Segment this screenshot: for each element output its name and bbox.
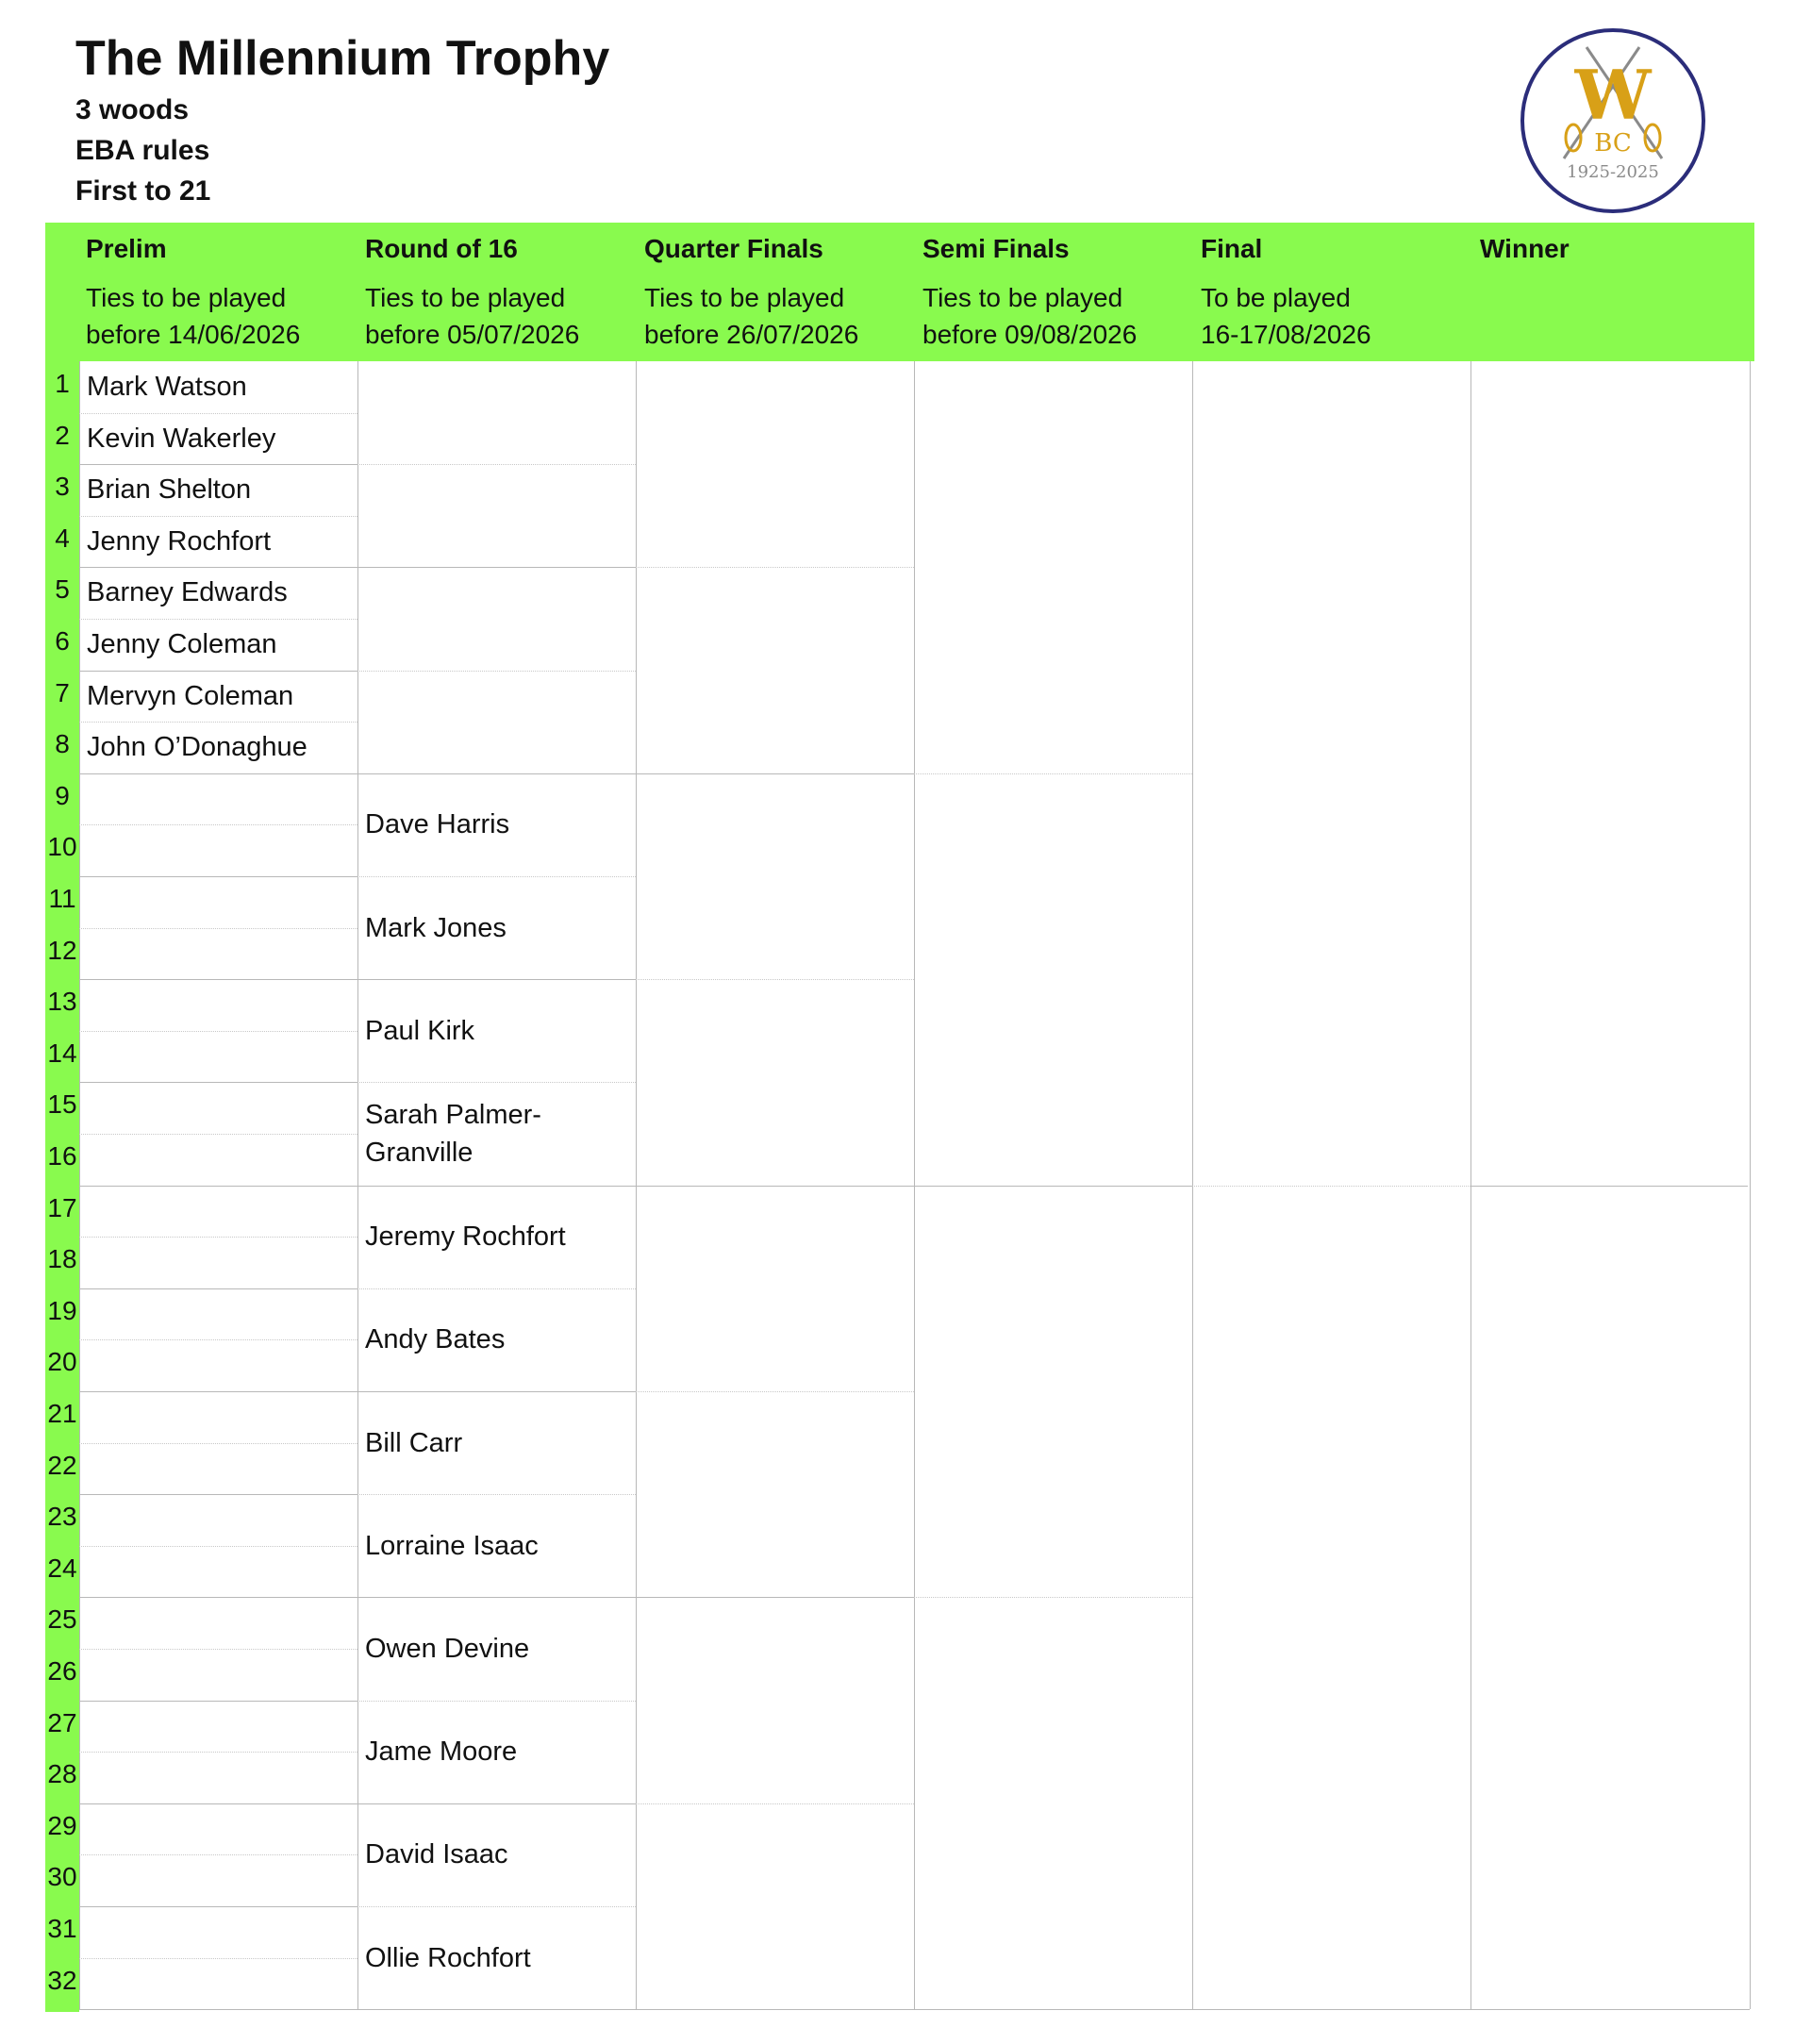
- match-divider: [357, 773, 636, 774]
- row-number: 3: [55, 472, 70, 502]
- prelim-entry[interactable]: Mervyn Coleman: [87, 680, 294, 711]
- slot-divider: [357, 1701, 636, 1702]
- row-number: 20: [47, 1347, 77, 1377]
- prelim-entry[interactable]: Brian Shelton: [87, 474, 252, 506]
- slot-divider: [79, 1958, 357, 1959]
- match-divider: [79, 1701, 357, 1702]
- col-deadline-prelim-line2: before 14/06/2026: [86, 320, 301, 349]
- row-number: 16: [47, 1141, 77, 1171]
- club-logo: [1519, 26, 1707, 215]
- col-deadline-round16-line2: before 05/07/2026: [365, 320, 580, 349]
- match-divider: [79, 979, 357, 980]
- round16-entry[interactable]: Mark Jones: [365, 912, 507, 943]
- col-deadline-qf-line1: Ties to be played: [644, 283, 845, 312]
- slot-divider: [636, 1391, 914, 1392]
- grid-bottom-line: [79, 2009, 1750, 2010]
- row-number: 1: [55, 369, 70, 398]
- row-number: 5: [55, 574, 70, 605]
- slot-divider: [79, 1339, 357, 1340]
- slot-divider: [79, 928, 357, 929]
- col-deadline-round16: [365, 279, 579, 353]
- match-divider: [79, 1803, 357, 1804]
- row-number: 23: [47, 1502, 77, 1532]
- round16-entry[interactable]: Owen Devine: [365, 1634, 530, 1664]
- prelim-entry[interactable]: Barney Edwards: [87, 577, 288, 608]
- slot-divider: [357, 1906, 636, 1907]
- match-divider: [357, 1597, 636, 1598]
- slot-divider: [79, 1546, 357, 1547]
- row-number: 26: [47, 1656, 77, 1686]
- format-line-woods: 3 woods: [75, 94, 190, 125]
- round16-entry[interactable]: Andy Bates: [365, 1324, 506, 1355]
- prelim-entry[interactable]: John O’Donaghue: [87, 732, 307, 763]
- match-divider: [79, 464, 357, 465]
- match-divider: [357, 1186, 636, 1187]
- slot-divider: [79, 516, 357, 517]
- round16-entry[interactable]: Jeremy Rochfort: [365, 1221, 566, 1253]
- logo-years: 1925-2025: [1567, 162, 1659, 182]
- slot-divider: [79, 1134, 357, 1135]
- col-deadline-final-line1: To be played: [1201, 283, 1351, 312]
- row-number: 9: [55, 780, 70, 810]
- match-divider: [79, 1391, 357, 1392]
- match-divider: [79, 876, 357, 877]
- match-divider: [357, 1391, 636, 1392]
- match-divider: [79, 1186, 357, 1187]
- slot-divider: [357, 671, 636, 672]
- col-title-winner: Winner: [1480, 234, 1570, 263]
- col-deadline-qf-line2: before 26/07/2026: [644, 320, 859, 349]
- match-divider: [636, 773, 914, 774]
- slot-divider: [914, 1597, 1192, 1598]
- col-title-round16: Round of 16: [365, 234, 518, 263]
- row-number: 12: [47, 935, 77, 965]
- col-deadline-prelim: [86, 279, 300, 353]
- slot-divider: [357, 1082, 636, 1083]
- slot-divider: [79, 824, 357, 825]
- column-divider: [1750, 361, 1751, 2009]
- slot-divider: [914, 773, 1192, 774]
- row-number: 24: [47, 1553, 77, 1583]
- round16-entry[interactable]: David Isaac: [365, 1839, 508, 1870]
- col-deadline-final-line2: 16-17/08/2026: [1201, 320, 1371, 349]
- col-deadline-semi-finals: [922, 279, 1137, 353]
- row-number: 6: [55, 626, 70, 656]
- slot-divider: [636, 1803, 914, 1804]
- col-deadline-round16-line1: Ties to be played: [365, 283, 566, 312]
- slot-divider: [79, 1752, 357, 1753]
- row-number: 29: [47, 1810, 77, 1840]
- row-number: 22: [47, 1450, 77, 1480]
- row-number: 7: [55, 677, 70, 707]
- row-number: 18: [47, 1244, 77, 1274]
- slot-divider: [357, 1494, 636, 1495]
- match-divider: [79, 567, 357, 568]
- col-deadline-quarter-finals: [644, 279, 858, 353]
- slot-divider: [79, 1649, 357, 1650]
- row-number: 25: [47, 1604, 77, 1635]
- col-title-prelim: Prelim: [86, 234, 167, 263]
- col-title-final: Final: [1201, 234, 1263, 263]
- slot-divider: [636, 567, 914, 568]
- prelim-entry[interactable]: Jenny Rochfort: [87, 525, 272, 557]
- row-number: 2: [55, 420, 70, 450]
- row-number: 27: [47, 1707, 77, 1737]
- row-number: 14: [47, 1038, 77, 1068]
- match-divider: [636, 1186, 914, 1187]
- row-number: 21: [47, 1399, 77, 1428]
- col-title-semi-finals: Semi Finals: [922, 234, 1070, 263]
- row-number: 17: [47, 1192, 77, 1222]
- match-divider: [79, 773, 357, 774]
- match-divider: [79, 1906, 357, 1907]
- match-divider: [79, 1082, 357, 1083]
- round-header-bar: [45, 223, 1754, 361]
- logo-letter: W: [1574, 55, 1652, 135]
- row-number: 15: [47, 1089, 77, 1120]
- slot-divider: [357, 1288, 636, 1289]
- col-deadline-prelim-line1: Ties to be played: [86, 283, 287, 312]
- row-number: 19: [47, 1295, 77, 1325]
- match-divider: [79, 671, 357, 672]
- slot-divider: [636, 979, 914, 980]
- prelim-entry[interactable]: Kevin Wakerley: [87, 423, 276, 454]
- final-slot-divider: [1470, 1186, 1748, 1187]
- slot-divider: [357, 876, 636, 877]
- row-number: 10: [47, 832, 77, 862]
- slot-divider: [79, 619, 357, 620]
- round16-entry[interactable]: Ollie Rochfort: [365, 1942, 531, 1973]
- match-divider: [79, 1288, 357, 1289]
- logo-initials: BC: [1594, 129, 1632, 158]
- round16-entry[interactable]: Paul Kirk: [365, 1015, 475, 1046]
- prelim-entry[interactable]: Jenny Coleman: [87, 629, 277, 659]
- match-divider: [357, 567, 636, 568]
- format-line-target: First to 21: [75, 175, 211, 207]
- round16-entry[interactable]: Sarah Palmer-Granville: [365, 1100, 541, 1168]
- page-title: The Millennium Trophy: [75, 31, 610, 86]
- match-divider: [357, 979, 636, 980]
- row-number: 30: [47, 1862, 77, 1892]
- row-number: 28: [47, 1759, 77, 1789]
- col-deadline-final: [1201, 279, 1371, 353]
- row-number: 31: [47, 1914, 77, 1943]
- slot-divider: [79, 1237, 357, 1238]
- slot-divider: [79, 1031, 357, 1032]
- round16-entry[interactable]: Dave Harris: [365, 809, 510, 840]
- slot-divider: [357, 464, 636, 465]
- row-number: 13: [47, 987, 77, 1017]
- match-divider: [79, 1494, 357, 1495]
- slot-divider: [79, 413, 357, 414]
- match-divider: [357, 1803, 636, 1804]
- slot-divider: [79, 722, 357, 723]
- round16-entry[interactable]: Jame Moore: [365, 1737, 518, 1768]
- slot-divider: [79, 1443, 357, 1444]
- match-divider: [79, 1597, 357, 1598]
- round16-entry[interactable]: Bill Carr: [365, 1427, 463, 1458]
- row-number: 32: [47, 1965, 77, 1995]
- format-line-rules: EBA rules: [75, 135, 210, 166]
- slot-divider: [79, 1854, 357, 1855]
- col-deadline-sf-line2: before 09/08/2026: [922, 320, 1138, 349]
- match-divider: [636, 1597, 914, 1598]
- col-deadline-sf-line1: Ties to be played: [922, 283, 1123, 312]
- row-number: 4: [55, 523, 70, 553]
- row-number: 8: [55, 729, 70, 759]
- col-title-quarter-finals: Quarter Finals: [644, 234, 823, 263]
- prelim-entry[interactable]: Mark Watson: [87, 372, 247, 402]
- match-divider: [914, 1186, 1192, 1187]
- round16-entry[interactable]: Lorraine Isaac: [365, 1530, 539, 1561]
- row-number: 11: [48, 884, 76, 913]
- slot-divider: [1192, 1186, 1470, 1187]
